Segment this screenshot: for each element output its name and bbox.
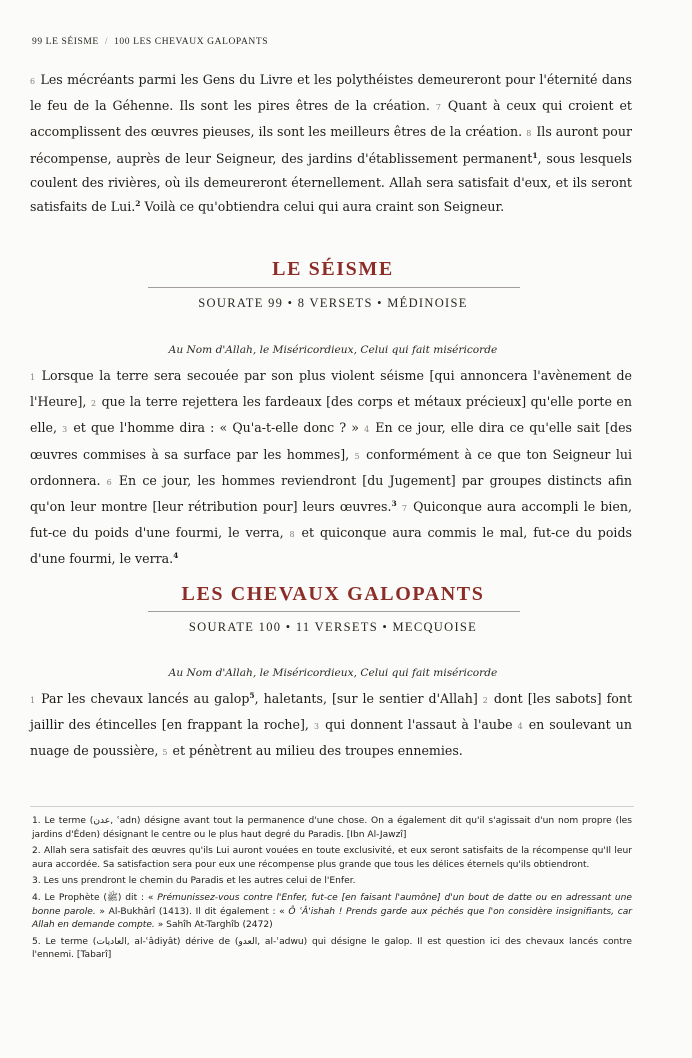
sura-100-verses: [30, 687, 632, 766]
footnote-4: [32, 892, 632, 933]
footnote-text: Le terme (العاديات, al-ʿâdiyât) dérive de (العدو, al-ʿadwu) qui désigne le galop. Il est question ici des chevaux lancés contre l'ennemi. [Tabarî]: [32, 936, 632, 961]
verse-number: 8: [526, 129, 532, 139]
footnote-number: 4.: [32, 892, 41, 903]
footnote-text: » Sahîh At-Targhîb (2472): [154, 920, 273, 931]
verse-number: 3: [313, 722, 320, 732]
sura-100-divider: [148, 611, 520, 612]
footnote-number: 5.: [32, 936, 41, 947]
footnote-ref[interactable]: 5: [249, 690, 255, 700]
verse-number: 7: [435, 103, 441, 113]
verse-text: que la terre rejettera les fardeaux [des corps et métaux précieux] qu'elle porte en elle,: [30, 394, 632, 436]
verse-text: Par les chevaux lancés au galop: [41, 691, 250, 706]
footnote-2: [32, 845, 632, 872]
footnote-hadith-quote: Prémunissez-vous contre l'Enfer, fut-ce [en faisant l'aumône] d'un bout de datte ou en adressant une bonne parole.: [32, 892, 632, 917]
verse-number: 1: [30, 373, 36, 382]
verse-number: 6: [30, 77, 36, 86]
verse-text: et quiconque aura commis le mal, fut-ce du poids d'une fourmi, le verra.: [30, 525, 632, 567]
footnote-1: [32, 815, 632, 842]
footnote-ref[interactable]: 4: [173, 551, 179, 561]
verse-number: 4: [364, 425, 370, 435]
footnotes: [32, 815, 632, 966]
verse-text: dont [les sabots] font jaillir des étincelles [en frappant la roche],: [30, 691, 633, 733]
running-head-left: 99 LE SÉISME: [32, 37, 99, 47]
footnote-number: 2.: [32, 846, 41, 857]
footnote-text: Les uns prendront le chemin du Paradis et les autres celui de l'Enfer.: [43, 876, 356, 887]
verse-number: 5: [162, 748, 168, 758]
verse-text: En ce jour, elle dira ce qu'elle sait [des œuvres commises à sa surface par les hommes],: [30, 420, 632, 462]
sura-99-basmala: Au Nom d'Allah, le Miséricordieux, Celui qui fait miséricorde: [168, 344, 498, 356]
verse-text: Quiconque aura accompli le bien, fut-ce du poids d'une fourmi, le verra,: [30, 499, 632, 541]
footnote-text: Le Prophète (ﷺ) dit : «: [44, 892, 158, 903]
verse-text: qui donnent l'assaut à l'aube: [325, 717, 513, 733]
verse-text: conformément à ce que ton Seigneur lui ordonnera.: [30, 446, 632, 488]
footnotes-divider: [30, 806, 634, 807]
footnote-text: » Al-Bukhârî (1413). Il dit également : «: [95, 906, 289, 917]
footnote-ref[interactable]: 2: [135, 198, 141, 208]
footnote-5: [32, 936, 632, 963]
sura-100-title: LES CHEVAUX GALOPANTS: [181, 583, 485, 605]
running-head-right: 100 LES CHEVAUX GALOPANTS: [114, 37, 269, 47]
footnote-3: [32, 875, 632, 889]
sura-99-title: LE SÉISME: [272, 258, 394, 280]
sura-99-divider: [148, 287, 520, 288]
verse-number: 6: [106, 477, 112, 487]
verse-number: 7: [401, 504, 407, 514]
verse-text: Ils auront pour récompense, auprès de leur Seigneur, des jardins d'établissement permanent: [30, 124, 632, 166]
verse-text: Quant à ceux qui croient et accomplissent des œuvres pieuses, ils sont les meilleurs êtres de la création.: [30, 98, 632, 140]
carryover-paragraph: [30, 68, 632, 219]
verse-number: 2: [482, 696, 488, 705]
footnote-ref[interactable]: 3: [391, 498, 397, 508]
verse-text: en soulevant un nuage de poussière,: [30, 717, 632, 759]
verse-number: 1: [30, 696, 36, 705]
verse-text: , haletants, [sur le sentier d'Allah]: [254, 691, 478, 706]
verse-number: 8: [289, 530, 295, 540]
footnote-ref[interactable]: 1: [532, 150, 538, 160]
footnote-text: Le terme (عدن, ʿadn) désigne avant tout la permanence d'une chose. On a également dit qu'il s'agissait d'un nom propre (les jardins d'Éden) désignant le centre ou le plus haut degré du Paradis. [Ibn Al-Jawzî]: [32, 816, 632, 840]
verse-number: 4: [517, 722, 523, 732]
verse-text: , sous lesquels coulent des rivières, où ils demeureront éternellement. Allah sera satisfait d'eux, et ils seront satisfaits de Lui.: [30, 150, 632, 215]
verse-text: et pénètrent au milieu des troupes ennemies.: [172, 743, 463, 759]
verse-text: Voilà ce qu'obtiendra celui qui aura craint son Seigneur.: [140, 199, 505, 215]
footnote-text: Allah sera satisfait des œuvres qu'ils Lui auront vouées en toute exclusivité, et eux seront satisfaits de la récompense qu'Il leur aura accordée. Sa satisfaction sera pour eux une récompense plus grande que tous les délices éternels qu'ils obtiendront.: [32, 846, 632, 870]
running-head-separator: /: [104, 37, 109, 47]
sura-100-basmala: Au Nom d'Allah, le Miséricordieux, Celui qui fait miséricorde: [168, 667, 498, 679]
verse-text: Lorsque la terre sera secouée par son plus violent séisme [qui annoncera l'avènement de l'Heure],: [30, 368, 632, 410]
sura-99-subtitle: SOURATE 99 • 8 VERSETS • MÉDINOISE: [198, 296, 468, 310]
running-head: [32, 37, 268, 47]
verse-text: Les mécréants parmi les Gens du Livre et les polythéistes demeureront pour l'éternité dans le feu de la Géhenne. Ils sont les pires êtres de la création.: [30, 72, 632, 114]
footnote-number: 3.: [32, 876, 41, 887]
sura-99-verses: [30, 364, 632, 572]
sura-100-subtitle: SOURATE 100 • 11 VERSETS • MECQUOISE: [188, 620, 478, 634]
footnote-hadith-quote: Ô ʿÂ'ishah ! Prends garde aux péchés que l'on considère insignifiants, car Allah en demande compte.: [32, 906, 632, 931]
verse-text: et que l'homme dira : « Qu'a-t-elle donc ? »: [73, 420, 359, 436]
footnote-number: 1.: [32, 816, 41, 826]
verse-number: 3: [62, 425, 68, 435]
verse-text: En ce jour, les hommes reviendront [du Jugement] par groupes distincts afin qu'on leur montre [leur rétribution pour] leurs œuvres.: [30, 472, 632, 515]
verse-number: 2: [90, 399, 97, 409]
verse-number: 5: [354, 451, 360, 461]
